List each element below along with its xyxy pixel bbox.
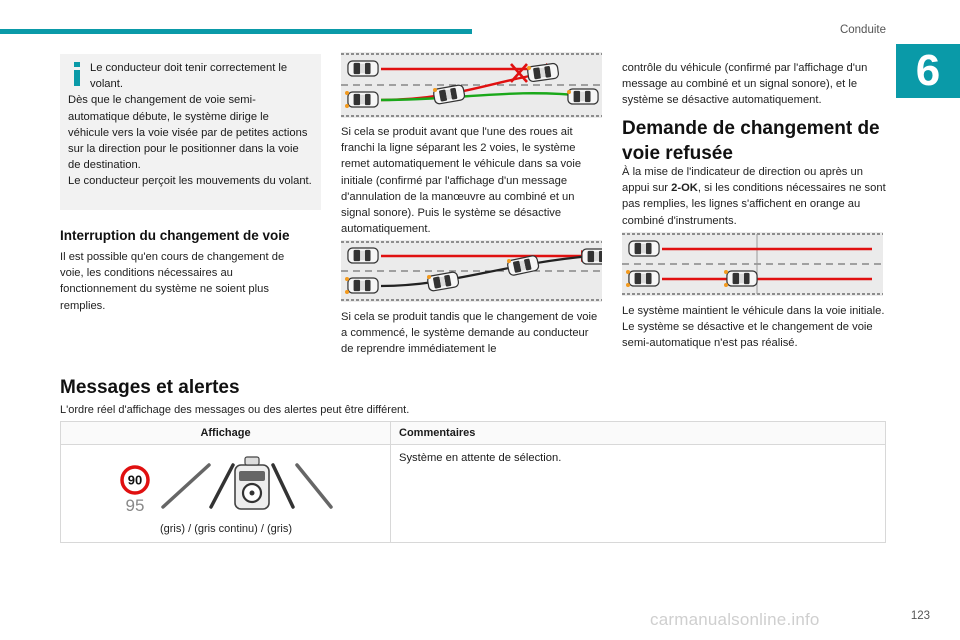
interruption-heading: Interruption du changement de voie	[60, 228, 290, 243]
column-header-comments: Commentaires	[399, 427, 476, 439]
current-speed-value: 95	[125, 496, 145, 515]
page-number: 123	[910, 610, 930, 622]
messages-table	[60, 421, 886, 543]
refused-paragraph: À la mise de l'indicateur de direction ou après un appui sur 2-OK, si les conditions nécessaires ne sont pas remplies, les lignes s'affichent en orange au combiné d'instruments.	[622, 166, 886, 227]
started-paragraph: Si cela se produit tandis que le changement de voie a commencé, le système demande au conducteur de reprendre immédiatement le	[341, 311, 598, 356]
note-lead: Le conducteur doit tenir correctement le volant.	[90, 62, 288, 91]
speed-limit-value: 90	[127, 472, 143, 488]
cluster-display-icon	[61, 445, 391, 521]
messages-heading: Messages et alertes	[60, 377, 240, 398]
note-paragraph: Le conducteur perçoit les mouvements du volant.	[68, 175, 312, 188]
continuation-paragraph: contrôle du véhicule (confirmé par l'affichage d'un message au combiné et un signal sonore), et le système se désactive automatiquement.	[622, 62, 868, 107]
watermark: carmanualsonline.info	[650, 610, 820, 629]
comment-cell: Système en attente de sélection.	[399, 452, 562, 464]
info-icon	[74, 62, 80, 86]
maintain-paragraph: Le système maintient le véhicule dans la voie initiale. Le système se désactive et le changement de voie semi-automatique n'est pas réalisé.	[622, 305, 885, 350]
chapter-badge: 6	[896, 44, 960, 98]
cancel-paragraph: Si cela se produit avant que l'une des roues ait franchi la ligne séparant les 2 voies, le système remet automatiquement le véhicule dans sa voie initiale (confirmé par l'affichage d'un message d'annulation de la manœuvre au combiné et un signal sonore). Puis le système se désactive automatiquement.	[341, 126, 582, 236]
top-accent-bar	[0, 29, 472, 34]
note-paragraph: Dès que le changement de voie semi-automatique débute, le système dirige le véhicule vers la voie visée par de petites actions sur la direction pour le positionner dans la voie de destination.	[68, 94, 308, 172]
table-header	[61, 422, 885, 445]
note-box	[60, 54, 321, 210]
refused-heading: Demande de changement de voie refusée	[622, 118, 880, 164]
interruption-text: Il est possible qu'en cours de changement de voie, les conditions nécessaires au fonctionnement du système ne soient plus remplies.	[60, 251, 285, 312]
diagram-lane-change-cancelled	[341, 52, 602, 118]
messages-intro: L'ordre réel d'affichage des messages ou des alertes peut être différent.	[60, 404, 410, 416]
display-caption: (gris) / (gris continu) / (gris)	[159, 523, 293, 535]
display-cell	[61, 445, 391, 542]
column-header-display: Affichage	[61, 422, 391, 444]
table-row	[61, 445, 885, 542]
diagram-lane-change-started	[341, 240, 602, 302]
section-title: Conduite	[839, 24, 886, 36]
diagram-lane-change-refused	[622, 232, 883, 296]
